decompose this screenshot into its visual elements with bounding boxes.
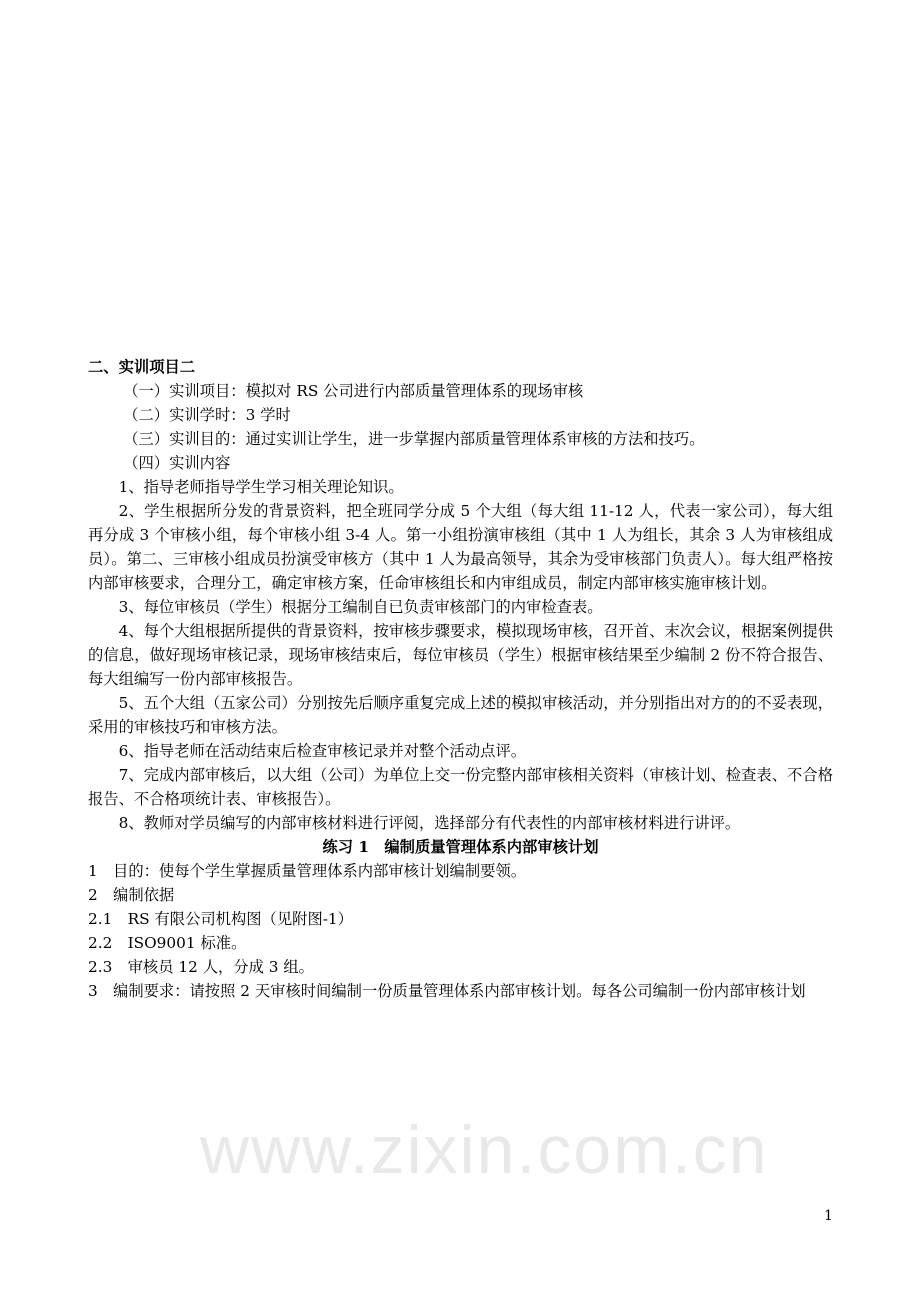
page-number: 1 [824, 1208, 833, 1224]
step-paragraph: 7、完成内部审核后，以大组（公司）为单位上交一份完整内部审核相关资料（审核计划、检查表、不合格报告、不合格项统计表、审核报告）。 [88, 766, 833, 808]
step-paragraph: 6、指导老师在活动结束后检查审核记录并对整个活动点评。 [118, 742, 527, 760]
step-paragraph: 5、五个大组（五家公司）分别按先后顺序重复完成上述的模拟审核活动，并分别指出对方的的不妥表现，采用的审核技巧和审核方法。 [88, 694, 833, 736]
exercise-line: 1 目的：使每个学生掌握质量管理体系内部审核计划编制要领。 [88, 862, 527, 880]
watermark: www.zixin.com.cn [200, 1112, 769, 1188]
section-item: （二）实训学时：3 学时 [123, 406, 291, 424]
step-paragraph: 2、学生根据所分发的背景资料，把全班同学分成 5 个大组（每大组 11-12 人，代表一家公司），每大组再分成 3 个审核小组，每个审核小组 3-4 人。第一小组扮演审核组（其中 1 人为组长，其余 3 人为审核组成员）。第二、三审核小组成员扮演受审核方（其中 1 人为最高领导，其余为受审核部门负责人）。每大组严格按内部审核要求，合理分工，确定审核方案，任命审核组长和内审组成员，制定内部审核实施审核计划。 [88, 502, 833, 592]
exercise-title: 练习 1 编制质量管理体系内部审核计划 [322, 838, 599, 856]
section-item: （一）实训项目：模拟对 RS 公司进行内部质量管理体系的现场审核 [123, 382, 584, 400]
exercise-line: 2.3 审核员 12 人，分成 3 组。 [88, 958, 314, 976]
step-paragraph: 1、指导老师指导学生学习相关理论知识。 [118, 478, 404, 496]
exercise-line: 2.2 ISO9001 标准。 [88, 934, 247, 952]
step-paragraph: 3、每位审核员（学生）根据分工编制自已负责审核部门的内审检查表。 [118, 598, 603, 616]
step-paragraph: 4、每个大组根据所提供的背景资料，按审核步骤要求，模拟现场审核，召开首、末次会议，根据案例提供的信息，做好现场审核记录，现场审核结束后，每位审核员（学生）根据审核结果至少编制 2 份不符合报告、每大组编写一份内部审核报告。 [88, 622, 833, 688]
exercise-line: 2 编制依据 [88, 886, 175, 904]
exercise-line: 3 编制要求：请按照 2 天审核时间编制一份质量管理体系内部审核计划。每各公司编制一份内部审核计划 [88, 982, 806, 1000]
section-heading: 二、实训项目二 [88, 358, 196, 376]
section-item: （三）实训目的：通过实训让学生，进一步掌握内部质量管理体系审核的方法和技巧。 [123, 430, 705, 448]
document-body [88, 355, 833, 1003]
section-item: （四）实训内容 [123, 454, 231, 472]
exercise-line: 2.1 RS 有限公司机构图（见附图-1） [88, 910, 353, 928]
step-paragraph: 8、教师对学员编写的内部审核材料进行评阅，选择部分有代表性的内部审核材料进行讲评。 [118, 814, 741, 832]
